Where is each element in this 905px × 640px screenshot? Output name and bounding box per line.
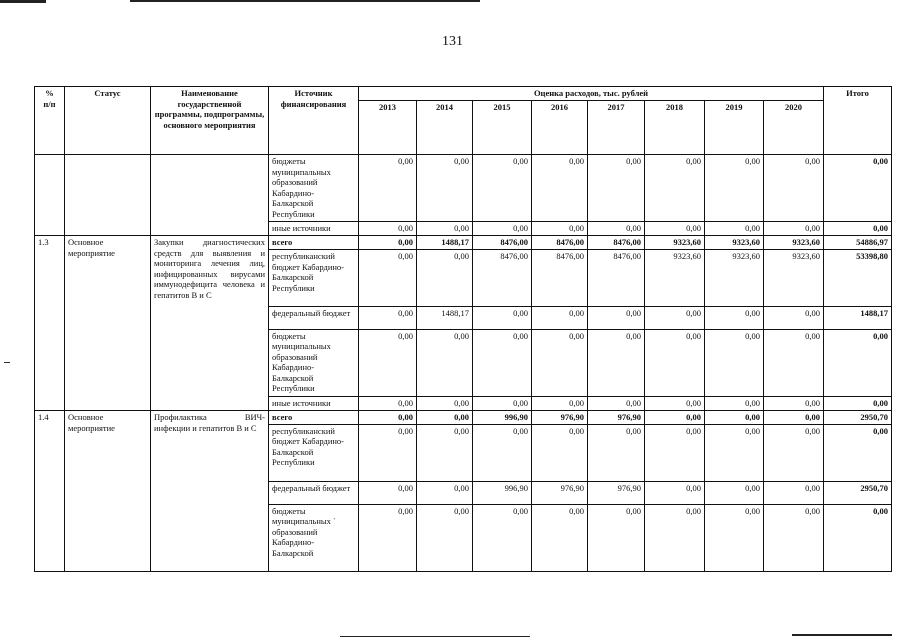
value-cell: 0,00 <box>764 504 824 571</box>
total-cell: 0,00 <box>824 329 892 396</box>
scan-mark-left <box>4 362 10 363</box>
value-cell: 0,00 <box>359 411 417 425</box>
value-cell: 0,00 <box>764 155 824 222</box>
value-cell: 0,00 <box>645 222 705 236</box>
value-cell: 0,00 <box>532 307 588 329</box>
value-cell: 8476,00 <box>473 250 532 307</box>
value-cell: 1488,17 <box>417 307 473 329</box>
empty-status-cell <box>65 155 151 236</box>
source-cell: республиканский бюджет Кабардино-Балкарской Республики <box>269 250 359 307</box>
value-cell: 8476,00 <box>532 236 588 250</box>
source-cell: всего <box>269 236 359 250</box>
value-cell: 0,00 <box>764 411 824 425</box>
value-cell: 0,00 <box>532 504 588 571</box>
header-num: % п/п <box>35 87 65 155</box>
value-cell: 0,00 <box>473 307 532 329</box>
total-cell: 53398,80 <box>824 250 892 307</box>
value-cell: 0,00 <box>588 504 645 571</box>
value-cell: 9323,60 <box>764 236 824 250</box>
header-year: 2019 <box>705 101 764 155</box>
value-cell: 0,00 <box>588 424 645 481</box>
source-cell: федеральный бюджет <box>269 482 359 504</box>
source-cell: бюджеты муниципальных ` образований Кабардино-Балкарской <box>269 504 359 571</box>
value-cell: 8476,00 <box>588 236 645 250</box>
total-cell: 1488,17 <box>824 307 892 329</box>
value-cell: 0,00 <box>473 424 532 481</box>
source-cell: всего <box>269 411 359 425</box>
value-cell: 0,00 <box>359 307 417 329</box>
header-source: Источник финансирования <box>269 87 359 155</box>
header-costs: Оценка расходов, тыс. рублей <box>359 87 824 101</box>
value-cell: 0,00 <box>532 397 588 411</box>
value-cell: 0,00 <box>417 155 473 222</box>
total-cell: 0,00 <box>824 424 892 481</box>
value-cell: 976,90 <box>532 482 588 504</box>
header-year: 2014 <box>417 101 473 155</box>
value-cell: 976,90 <box>588 411 645 425</box>
value-cell: 0,00 <box>588 155 645 222</box>
value-cell: 0,00 <box>705 504 764 571</box>
value-cell: 0,00 <box>705 307 764 329</box>
header-year: 2015 <box>473 101 532 155</box>
status-cell: Основное мероприятие <box>65 236 151 411</box>
value-cell: 0,00 <box>359 424 417 481</box>
value-cell: 0,00 <box>417 482 473 504</box>
value-cell: 0,00 <box>764 222 824 236</box>
source-cell: бюджеты муниципальных образований Кабардино-Балкарской Республики <box>269 155 359 222</box>
value-cell: 0,00 <box>588 307 645 329</box>
value-cell: 0,00 <box>645 307 705 329</box>
value-cell: 0,00 <box>473 222 532 236</box>
value-cell: 0,00 <box>645 329 705 396</box>
source-cell: бюджеты муниципальных образований Кабардино-Балкарской Республики <box>269 329 359 396</box>
header-year: 2017 <box>588 101 645 155</box>
total-cell: 54886,97 <box>824 236 892 250</box>
value-cell: 0,00 <box>588 222 645 236</box>
value-cell: 9323,60 <box>764 250 824 307</box>
value-cell: 9323,60 <box>705 250 764 307</box>
value-cell: 0,00 <box>764 482 824 504</box>
source-cell: иные источники <box>269 397 359 411</box>
value-cell: 0,00 <box>705 424 764 481</box>
source-cell: иные источники <box>269 222 359 236</box>
value-cell: 0,00 <box>417 250 473 307</box>
value-cell: 0,00 <box>359 222 417 236</box>
value-cell: 0,00 <box>417 397 473 411</box>
header-total: Итого <box>824 87 892 155</box>
value-cell: 0,00 <box>359 329 417 396</box>
total-cell: 0,00 <box>824 155 892 222</box>
value-cell: 0,00 <box>588 397 645 411</box>
table-row <box>35 236 892 250</box>
value-cell: 0,00 <box>764 424 824 481</box>
scan-artifact-bottom-right <box>792 634 892 636</box>
scan-artifact-bottom <box>340 636 530 637</box>
value-cell: 0,00 <box>645 504 705 571</box>
value-cell: 0,00 <box>473 397 532 411</box>
scan-artifact-top <box>130 0 480 2</box>
activity-name-cell: Закупки диагностических средств для выявления и мониторинга лечения лиц, инфицированных вирусами иммунодефицита человека и гепатитов В и С <box>151 236 269 411</box>
value-cell: 0,00 <box>645 482 705 504</box>
header-year: 2020 <box>764 101 824 155</box>
value-cell: 996,90 <box>473 411 532 425</box>
row-number: 1.3 <box>35 236 65 411</box>
value-cell: 0,00 <box>588 329 645 396</box>
value-cell: 0,00 <box>417 424 473 481</box>
value-cell: 0,00 <box>417 411 473 425</box>
value-cell: 0,00 <box>417 504 473 571</box>
value-cell: 1488,17 <box>417 236 473 250</box>
value-cell: 0,00 <box>645 411 705 425</box>
value-cell: 0,00 <box>359 397 417 411</box>
value-cell: 0,00 <box>532 155 588 222</box>
header-status: Статус <box>65 87 151 155</box>
value-cell: 9323,60 <box>645 236 705 250</box>
value-cell: 0,00 <box>705 155 764 222</box>
value-cell: 0,00 <box>645 397 705 411</box>
header-year: 2018 <box>645 101 705 155</box>
value-cell: 0,00 <box>532 329 588 396</box>
value-cell: 8476,00 <box>588 250 645 307</box>
value-cell: 976,90 <box>532 411 588 425</box>
page-number: 131 <box>442 34 463 49</box>
value-cell: 0,00 <box>532 222 588 236</box>
budget-table <box>34 86 892 572</box>
value-cell: 976,90 <box>588 482 645 504</box>
value-cell: 0,00 <box>359 250 417 307</box>
status-cell: Основное мероприятие <box>65 411 151 572</box>
empty-num-cell <box>35 155 65 236</box>
source-cell: республиканский бюджет Кабардино-Балкарской Республики <box>269 424 359 481</box>
value-cell: 0,00 <box>764 307 824 329</box>
table-row <box>35 155 892 222</box>
value-cell: 0,00 <box>417 222 473 236</box>
header-year: 2013 <box>359 101 417 155</box>
value-cell: 0,00 <box>705 411 764 425</box>
total-cell: 2950,70 <box>824 411 892 425</box>
value-cell: 9323,60 <box>645 250 705 307</box>
value-cell: 996,90 <box>473 482 532 504</box>
value-cell: 0,00 <box>359 504 417 571</box>
value-cell: 0,00 <box>645 424 705 481</box>
value-cell: 8476,00 <box>532 250 588 307</box>
value-cell: 0,00 <box>645 155 705 222</box>
value-cell: 0,00 <box>359 236 417 250</box>
value-cell: 0,00 <box>705 329 764 396</box>
total-cell: 2950,70 <box>824 482 892 504</box>
value-cell: 0,00 <box>764 329 824 396</box>
value-cell: 0,00 <box>359 482 417 504</box>
total-cell: 0,00 <box>824 397 892 411</box>
scan-artifact-top-left <box>0 0 46 3</box>
total-cell: 0,00 <box>824 504 892 571</box>
source-cell: федеральный бюджет <box>269 307 359 329</box>
empty-name-cell <box>151 155 269 236</box>
value-cell: 0,00 <box>473 155 532 222</box>
value-cell: 0,00 <box>359 155 417 222</box>
value-cell: 0,00 <box>705 222 764 236</box>
value-cell: 0,00 <box>473 504 532 571</box>
row-number: 1.4 <box>35 411 65 572</box>
value-cell: 0,00 <box>532 424 588 481</box>
table-row <box>35 411 892 425</box>
value-cell: 0,00 <box>473 329 532 396</box>
value-cell: 9323,60 <box>705 236 764 250</box>
total-cell: 0,00 <box>824 222 892 236</box>
activity-name-cell: Профилактика ВИЧ-инфекции и гепатитов В и С <box>151 411 269 572</box>
header-year: 2016 <box>532 101 588 155</box>
value-cell: 0,00 <box>705 397 764 411</box>
value-cell: 0,00 <box>705 482 764 504</box>
header-name: Наименование государственной программы, подпрограммы, основного мероприятия <box>151 87 269 155</box>
value-cell: 8476,00 <box>473 236 532 250</box>
value-cell: 0,00 <box>764 397 824 411</box>
value-cell: 0,00 <box>417 329 473 396</box>
